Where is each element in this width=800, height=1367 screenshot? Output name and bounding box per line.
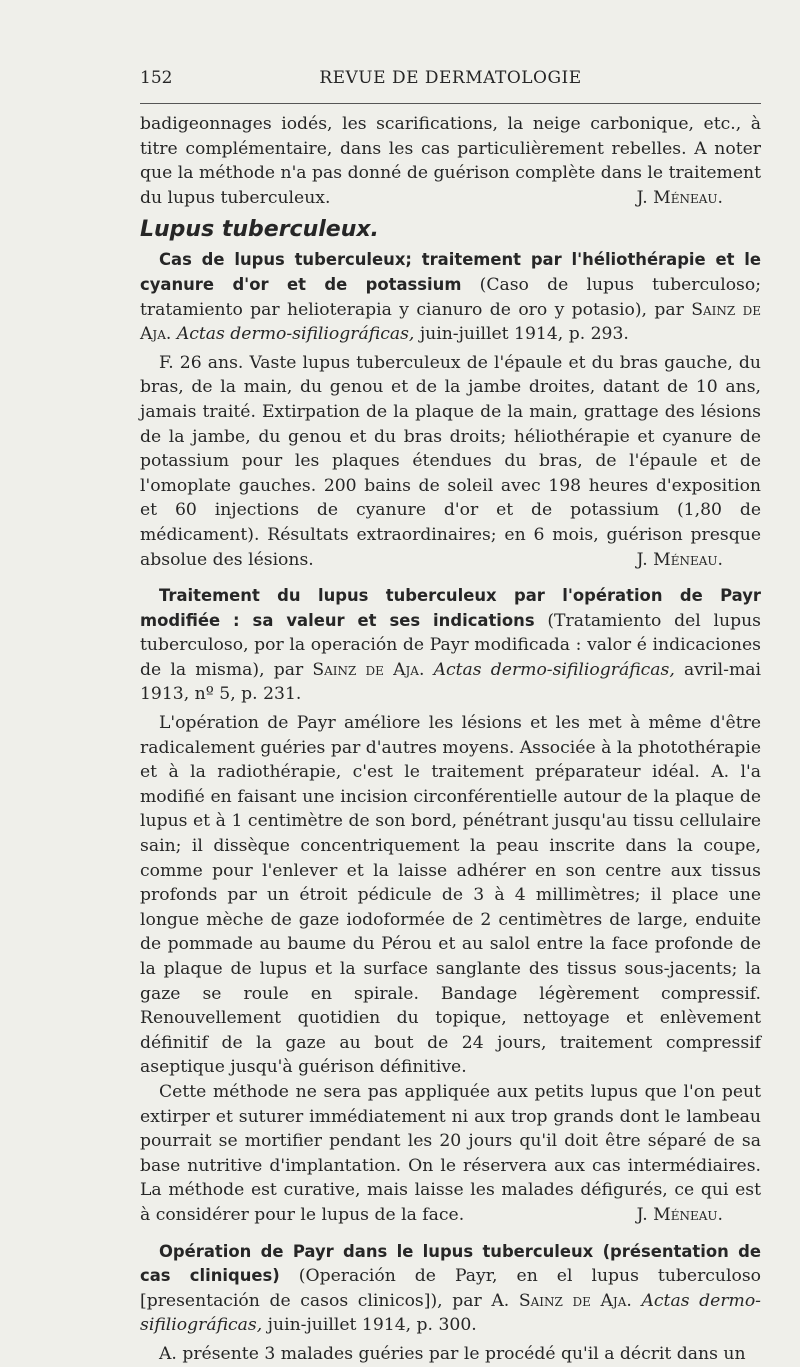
article-3-heading bbox=[140, 1240, 761, 1338]
article-1-ref-post: juin-juillet 1914, p. 293. bbox=[414, 324, 629, 345]
page-body bbox=[140, 112, 761, 1367]
article-1-signature: J. Méneau. bbox=[636, 549, 723, 570]
article-1-title: Cas de lupus tuberculeux; traitement par l'héliothérapie et le cyanure d'or et de potassium bbox=[140, 250, 761, 294]
intro-text: badigeonnages iodés, les scarifications, la neige carbonique, etc., à titre complémentaire, dans les cas particulièrement rebelles. A noter que la méthode n'a pas donné de guérison complète dans le traitement du lupus tuberculeux. bbox=[140, 114, 761, 208]
article-3-ref-pre: (Operación de Payr, en el lupus tuberculoso [presentación de casos clinicos]), par A. bbox=[140, 1266, 761, 1311]
article-2-journal: Actas dermo-sifiliográficas, bbox=[433, 659, 675, 680]
intro-signature: J. Méneau. bbox=[636, 187, 723, 208]
article-2-author: Sainz de Aja bbox=[312, 659, 419, 680]
article-2-heading bbox=[140, 584, 761, 707]
header-rule bbox=[140, 103, 761, 104]
intro-paragraph bbox=[140, 112, 761, 210]
article-2-ref-post: avril-mai 1913, nº 5, p. 231. bbox=[140, 659, 762, 705]
article-1-journal: Actas dermo-sifiliográficas, bbox=[176, 324, 415, 345]
article-2-ref-mid: . bbox=[418, 659, 434, 680]
article-2-body: L'opération de Payr améliore les lésions et les met à même d'être radicalement guéries par d'autres moyens. Associée à la photothérapie et à la radiothérapie, c'est le traitement préparateur idéal. A. l'a modifié en faisant une incision circonférentielle autour de la plaque de lupus et à 1 centimètre de son bord, pénétrant jusqu'au tissu cellulaire sain; il dissèque concentriquement la peau inscrite dans la coupe, comme pour l'enlever et la laisse adhérer en son centre aux tissus profonds par un étroit pédicule de 3 à 4 millimètres; il place une longue mèche de gaze iodoformée de 2 centimètres de large, enduite de pommade au baume du Pérou et au salol entre la face profonde de la plaque de lupus et la surface sanglante des tissus sous-jacents; la gaze se roule en spirale. Bandage légèrement compressif. Renouvellement quotidien du topique, nettoyage et enlèvement définitif de la gaze au bout de 24 jours, traitement compressif aseptique jusqu'à guérison définitive. bbox=[140, 713, 761, 1078]
article-1-text: F. 26 ans. Vaste lupus tuberculeux de l'épaule et du bras gauche, du bras, de la main, du genou et de la jambe droites, datant de 10 ans, jamais traité. Extirpation de la plaque de la main, grattage des lésions de la jambe, du genou et du bras droits; héliothérapie et cyanure de potassium pour les plaques étendues du bras, de l'épaule et de l'omoplate gauches. 200 bains de soleil avec 198 heures d'exposition et 60 injections de cyanure d'or et de potassium (1,80 de médicament). Résultats extraordinaires; en 6 mois, guérison presque absolue des lésions. bbox=[140, 352, 761, 570]
article-1-ref-pre: (Caso de lupus tuberculoso; tratamiento par helioterapia y cianuro de oro y potasio), par bbox=[140, 274, 761, 320]
article-3-author: Sainz de Aja bbox=[518, 1290, 627, 1311]
article-3-title: Opération de Payr dans le lupus tuberculeux (présentation de cas cliniques) bbox=[140, 1241, 761, 1286]
article-1-heading bbox=[140, 248, 761, 346]
article-2-text-2: Cette méthode ne sera pas appliquée aux petits lupus que l'on peut extirper et suturer immédiatement ni aux trop grands dont le lambeau pourrait se mortifier pendant les 20 jours qu'il doit être séparé de sa base nutritive d'implantation. On le réservera aux cas intermédiaires. La méthode est curative, mais laisse les malades défigurés, ce qui est à considérer pour le lupus de la face. bbox=[140, 1081, 761, 1225]
article-3-journal: Actas dermo-sifiliográficas, bbox=[140, 1290, 761, 1336]
article-2-signature: J. Méneau. bbox=[636, 1204, 723, 1225]
page-number: 152 bbox=[140, 68, 173, 88]
running-header bbox=[140, 68, 761, 96]
section-title: Lupus tuberculeux. bbox=[140, 217, 379, 243]
article-3-body: A. présente 3 malades guéries par le procédé qu'il a décrit dans un bbox=[159, 1343, 746, 1364]
article-1-body bbox=[140, 351, 761, 572]
article-2-body-2 bbox=[140, 1080, 761, 1228]
article-3-ref-mid: . bbox=[626, 1290, 642, 1311]
article-1-ref-mid: . bbox=[165, 324, 177, 345]
article-1-author: Sainz de Aja bbox=[140, 299, 761, 345]
article-2-title: Traitement du lupus tuberculeux par l'opération de Payr modifiée : sa valeur et ses indications bbox=[140, 586, 761, 630]
article-3-ref-post: juin-juillet 1914, p. 300. bbox=[262, 1315, 477, 1336]
journal-title: REVUE DE DERMATOLOGIE bbox=[319, 68, 582, 88]
article-2-ref-pre: (Tratamiento del lupus tuberculoso, por la operación de Payr modificada : valor é indicaciones de la misma), par bbox=[140, 610, 761, 680]
